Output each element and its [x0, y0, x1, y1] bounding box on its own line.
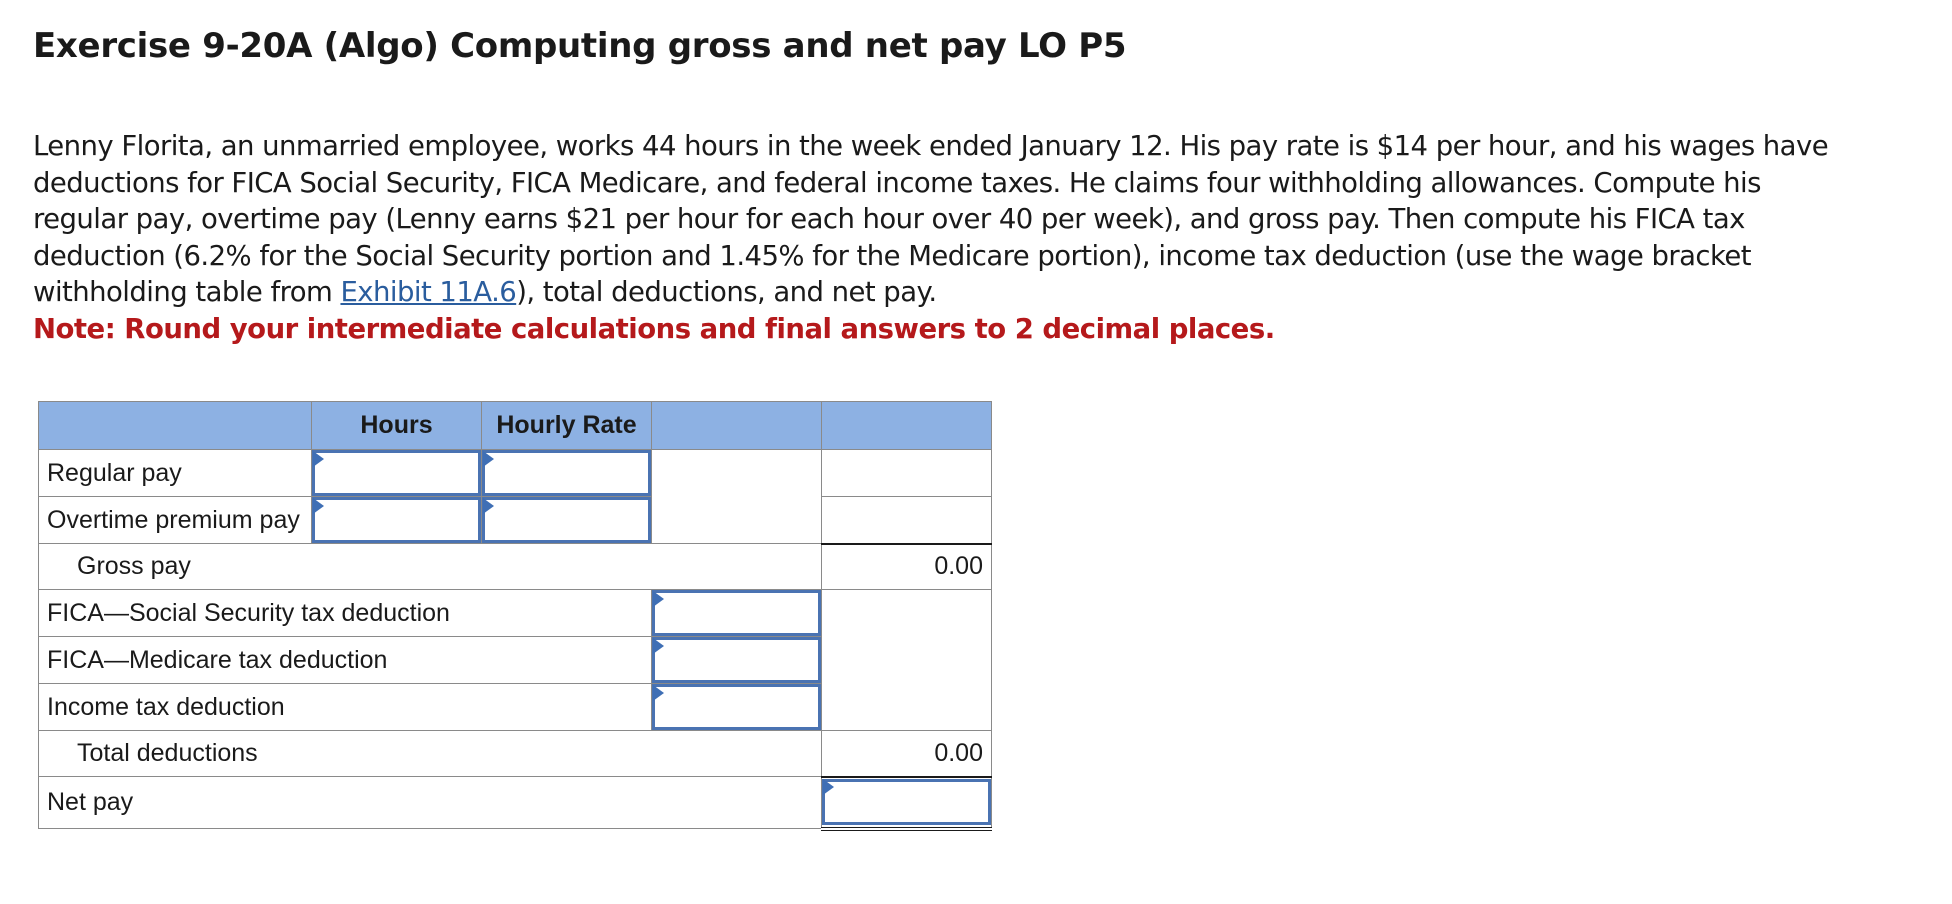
problem-line: deduction (6.2% for the Social Security portion and 1.45% for the Medicare portion), income tax deduction (use the wage bracket: [33, 239, 1751, 272]
problem-line: deductions for FICA Social Security, FICA Medicare, and federal income taxes. He claims four withholding allowances. Compute his: [33, 166, 1761, 199]
blank-cell: [822, 637, 992, 684]
income-tax-input[interactable]: [652, 684, 821, 730]
fica-ss-input[interactable]: [652, 590, 821, 636]
input-marker-icon: [823, 779, 834, 795]
blank-cell: [652, 497, 822, 544]
problem-line-text: ), total deductions, and net pay.: [516, 276, 937, 308]
fica-ss-cell: [652, 590, 822, 637]
header-row: [39, 402, 992, 450]
header-blank: [822, 402, 992, 450]
total-deductions-amount: 0.00: [822, 731, 992, 777]
regular-pay-rate-cell: [482, 450, 652, 497]
row-total-deductions: [39, 731, 992, 777]
net-pay-cell: [822, 777, 992, 829]
net-pay-label: Net pay: [39, 777, 822, 829]
input-marker-icon: [653, 591, 664, 607]
income-tax-cell: [652, 684, 822, 731]
regular-pay-hours-input[interactable]: [312, 450, 481, 496]
overtime-pay-amount: [822, 497, 992, 544]
row-regular-pay: [39, 450, 992, 497]
header-hours: Hours: [312, 402, 482, 450]
overtime-rate-cell: [482, 497, 652, 544]
fica-medicare-label: FICA—Medicare tax deduction: [39, 637, 652, 684]
regular-pay-rate-input[interactable]: [482, 450, 651, 496]
income-tax-label: Income tax deduction: [39, 684, 652, 731]
problem-line: regular pay, overtime pay (Lenny earns $21 per hour for each hour over 40 per week), and gross pay. Then compute his FICA tax: [33, 203, 1745, 235]
input-marker-icon: [483, 498, 494, 514]
payroll-table: [38, 401, 992, 831]
total-deductions-label: Total deductions: [39, 731, 822, 777]
header-blank: [652, 402, 822, 450]
problem-statement: [33, 128, 1933, 347]
row-fica-medicare: [39, 637, 992, 684]
problem-line: [33, 274, 1933, 311]
fica-medicare-cell: [652, 637, 822, 684]
row-net-pay: [39, 777, 992, 829]
blank-cell: [822, 590, 992, 637]
input-marker-icon: [653, 685, 664, 701]
regular-pay-amount: [822, 450, 992, 497]
regular-pay-label: Regular pay: [39, 450, 312, 497]
overtime-rate-input[interactable]: [482, 497, 651, 543]
regular-pay-hours-cell: [312, 450, 482, 497]
exhibit-link[interactable]: Exhibit 11A.6: [340, 276, 517, 308]
problem-line: Lenny Florita, an unmarried employee, works 44 hours in the week ended January 12. His pay rate is $14 per hour, and his wages have: [33, 130, 1829, 162]
row-fica-ss: [39, 590, 992, 637]
header-blank: [39, 402, 312, 450]
fica-medicare-input[interactable]: [652, 637, 821, 683]
net-pay-input[interactable]: [822, 779, 991, 825]
blank-cell: [652, 450, 822, 497]
overtime-pay-label: Overtime premium pay: [39, 497, 312, 544]
input-marker-icon: [313, 498, 324, 514]
fica-ss-label: FICA—Social Security tax deduction: [39, 590, 652, 637]
input-marker-icon: [653, 638, 664, 654]
gross-pay-amount: 0.00: [822, 544, 992, 590]
overtime-hours-cell: [312, 497, 482, 544]
blank-cell: [822, 684, 992, 731]
row-overtime-pay: [39, 497, 992, 544]
input-marker-icon: [483, 451, 494, 467]
row-income-tax: [39, 684, 992, 731]
exercise-title: Exercise 9-20A (Algo) Computing gross and net pay LO P5: [33, 26, 1127, 66]
row-gross-pay: [39, 544, 992, 590]
header-hourly-rate: Hourly Rate: [482, 402, 652, 450]
rounding-note: Note: Round your intermediate calculations and final answers to 2 decimal places.: [33, 312, 1275, 345]
input-marker-icon: [313, 451, 324, 467]
problem-line-text: withholding table from: [33, 276, 341, 308]
gross-pay-label: Gross pay: [39, 544, 822, 590]
overtime-hours-input[interactable]: [312, 497, 481, 543]
